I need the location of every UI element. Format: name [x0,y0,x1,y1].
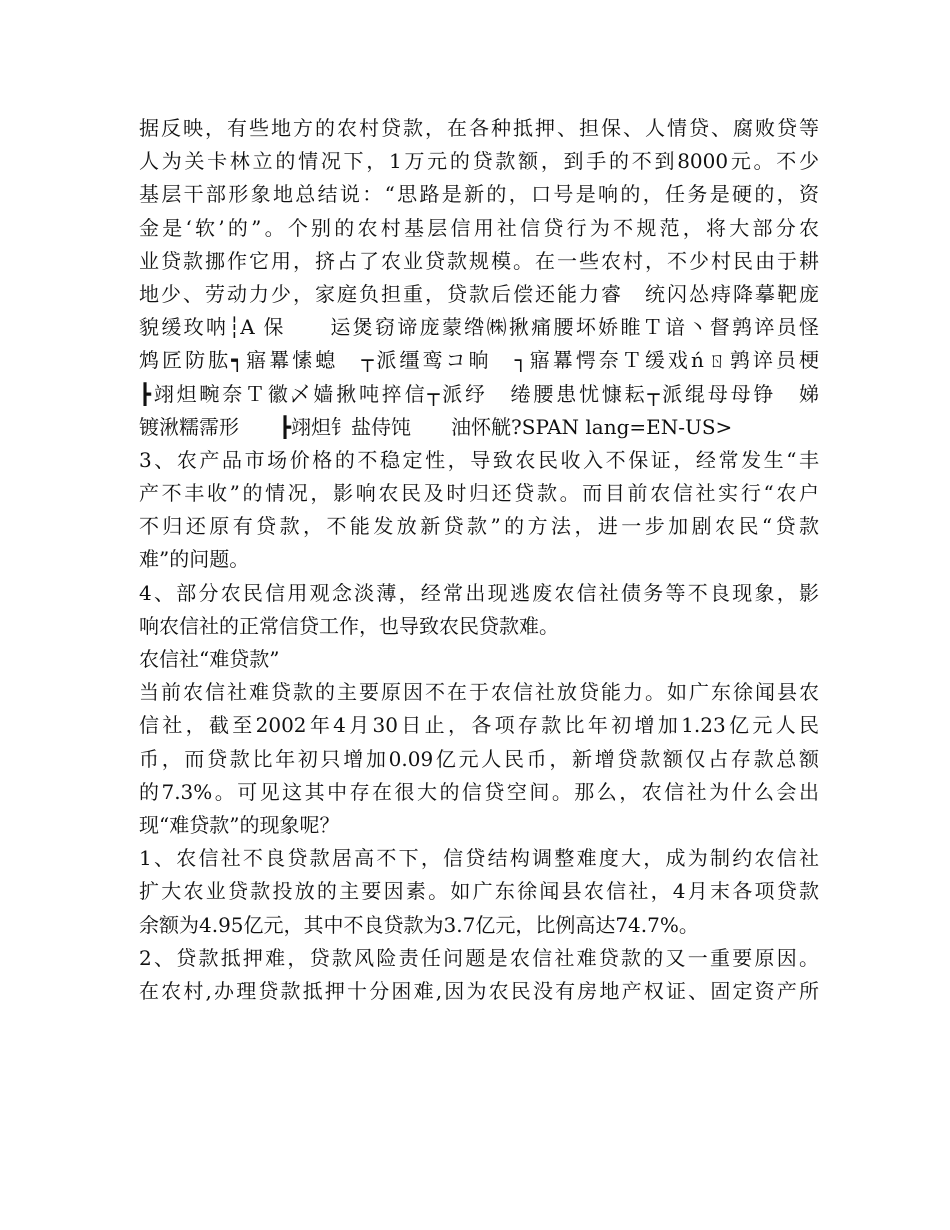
text-line: 1、农信社不良贷款居高不下，信贷结构调整难度大，成为制约农信社 [139,846,819,871]
text-line: 貌缓玫呐┆A 保 运煲窃谛庞蒙绺㈱揪痛腰坏娇睢Ｔ谙丶督鹑谇员怪 [139,315,819,340]
text-line: 币，而贷款比年初只增加0.09亿元人民币，新增贷款额仅占存款总额 [139,746,819,771]
text-line: 鸩匠防肱┑寤羃愫螅 ┬派缰鸾コ晌 ┐寤羃愕奈Ｔ缓戏ńㄖ鹑谇员梗 [139,348,819,373]
text-line: 现“难贷款”的现象呢？ [139,812,340,837]
text-line: 在农村,办理贷款抵押十分困难,因为农民没有房地产权证、固定资产所 [139,978,819,1003]
text-line: 不归还原有贷款，不能发放新贷款”的方法，进一步加剧农民“贷款 [139,514,819,539]
text-line: 响农信社的正常信贷工作，也导致农民贷款难。 [139,613,559,638]
text-line: 4、部分农民信用观念淡薄，经常出现逃废农信社债务等不良现象，影 [139,580,819,605]
text-line: 地少、劳动力少，家庭负担重，贷款后偿还能力睿 统闪怂痔降摹靶庞 [139,281,819,306]
text-line: 人为关卡林立的情况下，1万元的贷款额，到手的不到8000元。不少 [139,149,819,174]
text-line: 3、农产品市场价格的不稳定性，导致农民收入不保证，经常发生“丰 [139,447,819,472]
text-line: 基层干部形象地总结说：“思路是新的，口号是响的，任务是硬的，资 [139,182,819,207]
text-line: 2、贷款抵押难，贷款风险责任问题是农信社难贷款的又一重要原因。 [139,945,819,970]
text-line: 镀湫糯霈形 ┣翊炟钅盐侍饨 油怀觥?SPAN lang=EN-US> [139,414,733,439]
text-line: 金是‘软’的”。个别的农村基层信用社信贷行为不规范，将大部分农 [139,215,819,240]
text-line: 据反映，有些地方的农村贷款，在各种抵押、担保、人情贷、腐败贷等 [139,116,819,140]
text-line: 余额为4.95亿元，其中不良贷款为3.7亿元，比例高达74.7%。 [139,912,699,937]
text-line: 产不丰收”的情况，影响农民及时归还贷款。而目前农信社实行“农户 [139,481,819,506]
text-line: 信社，截至2002年4月30日止，各项存款比年初增加1.23亿元人民 [139,713,819,738]
text-line: 业贷款挪作它用，挤占了农业贷款规模。在一些农村，不少村民由于耕 [139,248,819,273]
text-line: 的7.3%。可见这其中存在很大的信贷空间。那么，农信社为什么会出 [139,779,819,804]
document-body [139,112,819,1008]
text-line: ┣翊炟畹奈Ｔ徽乄嫱揪吨捽信┬派纾 绻腰患忧慷耘┬派绲母母铮 娣 [139,381,819,406]
section-heading: 农信社“难贷款” [139,647,280,671]
text-line: 扩大农业贷款投放的主要因素。如广东徐闻县农信社，4月末各项贷款 [139,879,819,904]
text-line: 当前农信社难贷款的主要原因不在于农信社放贷能力。如广东徐闻县农 [139,680,819,705]
text-line: 难”的问题。 [139,547,250,572]
